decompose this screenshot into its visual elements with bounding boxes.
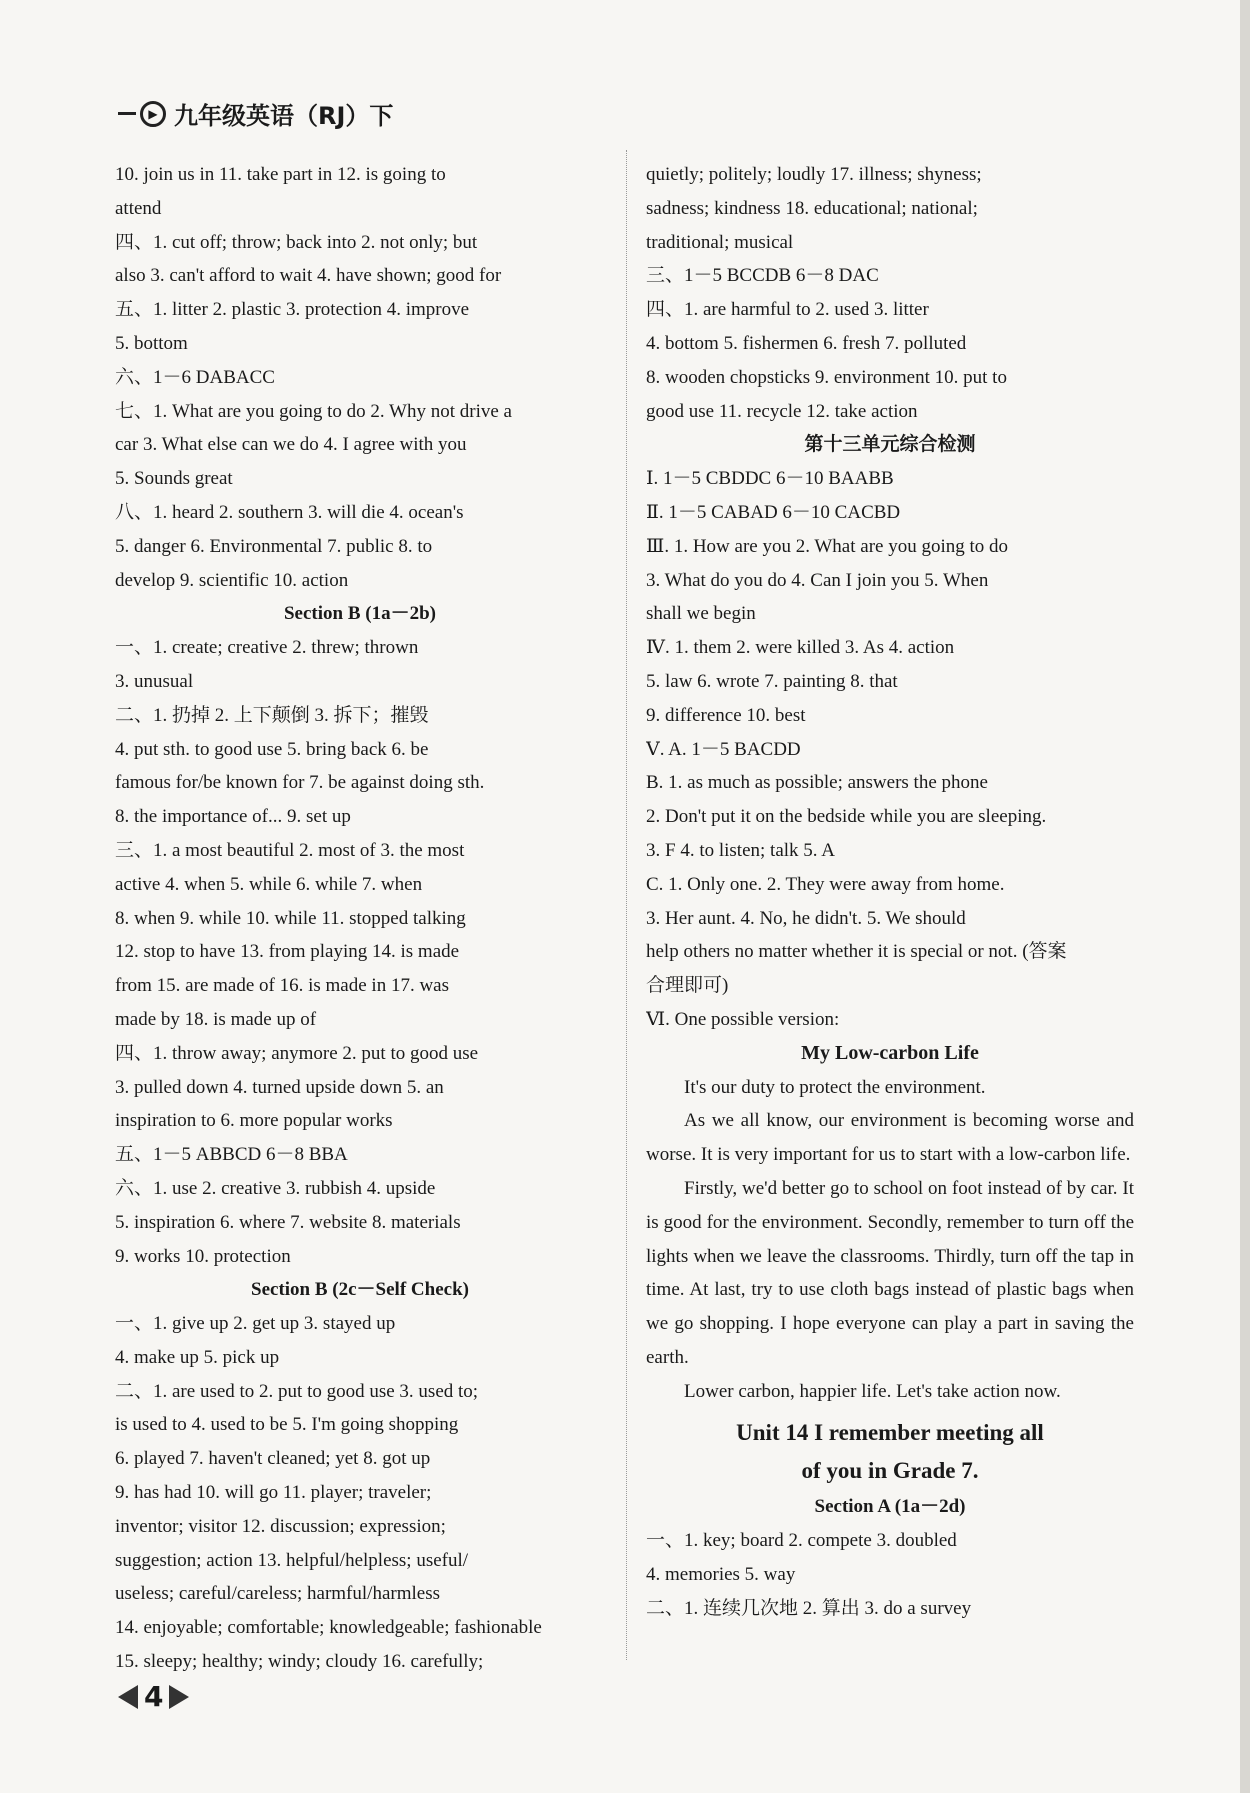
unit-title-line1: Unit 14 I remember meeting all [736,1420,1044,1446]
answer-line: 五、1. litter 2. plastic 3. protection 4. improve [115,299,470,321]
answer-line: suggestion; action 13. helpful/helpless; useful/ [115,1549,469,1571]
answer-line: Ⅲ. 1. How are you 2. What are you going to do [646,535,1009,557]
answer-line: 9. has had 10. will go 11. player; traveler; [115,1482,432,1504]
essay-paragraph: Lower carbon, happier life. Let's take action now. [684,1380,1061,1402]
answer-line: 8. when 9. while 10. while 11. stopped talking [115,907,466,929]
answer-line: attend [115,197,162,219]
answer-line: also 3. can't afford to wait 4. have shown; good for [115,265,502,287]
unit-section-heading: Section A (1a－2d) [814,1496,966,1518]
answer-line: 15. sleepy; healthy; windy; cloudy 16. carefully; [115,1651,484,1673]
answer-line: 2. Don't put it on the bedside while you are sleeping. [646,806,1047,828]
answer-line: 8. wooden chopsticks 9. environment 10. put to [646,366,1007,388]
answer-line: 五、1－5 ABBCD 6－8 BBA [115,1144,348,1166]
answer-line: 6. played 7. haven't cleaned; yet 8. got up [115,1448,431,1470]
answer-line: good use 11. recycle 12. take action [646,400,918,422]
answer-line: 3. unusual [115,670,194,692]
answer-line: is used to 4. used to be 5. I'm going shopping [115,1414,459,1436]
answer-line: 四、1. cut off; throw; back into 2. not only; but [115,231,478,253]
answer-line: 四、1. are harmful to 2. used 3. litter [646,299,929,321]
essay-paragraph: As we all know, our environment is becoming worse and worse. It is very important for us to start with a low-carbon life. [646,1110,1134,1166]
answer-line: 六、1. use 2. creative 3. rubbish 4. upside [115,1177,436,1199]
answer-line: 二、1. 扔掉 2. 上下颠倒 3. 拆下；摧毁 [115,704,429,726]
answer-line: 8. the importance of... 9. set up [115,806,351,828]
answer-line: C. 1. Only one. 2. They were away from home. [646,873,1005,895]
answer-line: 10. join us in 11. take part in 12. is going to [115,164,446,185]
page-number: 4 [144,1680,164,1713]
answer-line: 四、1. throw away; anymore 2. put to good use [115,1042,479,1064]
answer-line: 合理即可) [646,975,729,997]
answer-line: famous for/be known for 7. be against doing sth. [115,772,485,794]
answer-line: Ⅴ. A. 1－5 BACDD [646,738,801,760]
answer-line: 4. memories 5. way [646,1564,796,1586]
answer-line: Ⅱ. 1－5 CABAD 6－10 CACBD [646,501,901,523]
answer-line: 9. difference 10. best [646,704,806,726]
answer-line: active 4. when 5. while 6. while 7. when [115,873,423,895]
right-bottom-answers [646,1524,1134,1625]
answer-line: 一、1. give up 2. get up 3. stayed up [115,1313,396,1335]
section-heading: Section B (1a－2b) [283,603,436,625]
essay-body [646,1071,1134,1409]
answer-line: shall we begin [646,603,756,625]
answer-line: 3. pulled down 4. turned upside down 5. an [115,1076,444,1098]
answer-line: 3. F 4. to listen; talk 5. A [646,839,835,861]
answer-line: develop 9. scientific 10. action [115,569,349,591]
answer-line: useless; careful/careless; harmful/harmless [115,1583,440,1605]
answer-line: 三、1. a most beautiful 2. most of 3. the most [115,839,465,861]
answer-line: 二、1. are used to 2. put to good use 3. used to; [115,1380,479,1402]
section-heading: 第十三单元综合检测 [804,434,976,456]
answer-line: 一、1. create; creative 2. threw; thrown [115,637,419,659]
answer-line: car 3. What else can we do 4. I agree with you [115,434,467,456]
answer-line: Ⅰ. 1－5 CBDDC 6－10 BAABB [646,468,894,490]
answer-line: sadness; kindness 18. educational; national; [646,197,978,219]
answer-line: Ⅵ. One possible version: [646,1008,840,1030]
header-rule [118,112,136,115]
answer-line: 14. enjoyable; comfortable; knowledgeable; fashionable [115,1617,542,1639]
answer-line: 七、1. What are you going to do 2. Why not drive a [115,400,512,422]
answer-line: 4. bottom 5. fishermen 6. fresh 7. polluted [646,332,967,354]
answer-line: 八、1. heard 2. southern 3. will die 4. ocean's [115,501,464,523]
unit-title-line2: of you in Grade 7. [801,1458,979,1484]
answer-line: Ⅳ. 1. them 2. were killed 3. As 4. action [646,637,955,659]
answer-line: 9. works 10. protection [115,1245,291,1267]
answer-line: 5. bottom [115,332,188,354]
answer-line: 一、1. key; board 2. compete 3. doubled [646,1530,957,1552]
header-title: 九年级英语（RJ）下 [174,102,394,130]
answer-line: 3. What do you do 4. Can I join you 5. When [646,569,989,591]
answer-line: 5. Sounds great [115,468,233,490]
next-arrow-icon [169,1685,189,1709]
right-top-answers [646,158,1134,1037]
answer-line: 三、1－5 BCCDB 6－8 DAC [646,265,879,287]
column-divider [626,150,628,1660]
answer-line: traditional; musical [646,231,794,253]
right-column [646,158,1134,1626]
page-header [118,96,393,131]
answer-line: 4. put sth. to good use 5. bring back 6. be [115,738,429,760]
answer-line: inventor; visitor 12. discussion; expression; [115,1515,446,1537]
essay-paragraph: Firstly, we'd better go to school on foot instead of by car. It is good for the environment. Secondly, remember to turn off the lights when we leave the classrooms. Thirdly, turn off the tap in time. At last, try to use cloth bags instead of plastic bags when we go shopping. I hope everyone can play a part in saving the earth. [646,1177,1134,1368]
answer-line: 六、1－6 DABACC [115,366,275,388]
answer-line: from 15. are made of 16. is made in 17. was [115,975,449,997]
answer-line: help others no matter whether it is special or not. (答案 [646,941,1067,963]
answer-line: 二、1. 连续几次地 2. 算出 3. do a survey [646,1597,972,1619]
answer-line: 5. law 6. wrote 7. painting 8. that [646,670,898,692]
prev-arrow-icon [118,1685,138,1709]
answer-line: 5. danger 6. Environmental 7. public 8. to [115,535,433,557]
section-heading: Section B (2c－Self Check) [251,1279,469,1301]
answer-line: inspiration to 6. more popular works [115,1110,393,1132]
answer-line: 4. make up 5. pick up [115,1346,280,1368]
book-logo-icon: ▶ [140,101,166,127]
left-column [115,158,605,1679]
essay-title: My Low-carbon Life [801,1041,979,1064]
page-edge [1240,0,1250,1793]
answer-line: 3. Her aunt. 4. No, he didn't. 5. We should [646,907,966,929]
answer-line: 5. inspiration 6. where 7. website 8. materials [115,1211,461,1233]
page-footer [118,1680,189,1713]
answer-line: made by 18. is made up of [115,1008,317,1030]
essay-paragraph: It's our duty to protect the environment. [684,1076,986,1098]
answer-line: quietly; politely; loudly 17. illness; shyness; [646,164,982,185]
answer-line: 12. stop to have 13. from playing 14. is made [115,941,460,963]
answer-line: B. 1. as much as possible; answers the phone [646,772,988,794]
